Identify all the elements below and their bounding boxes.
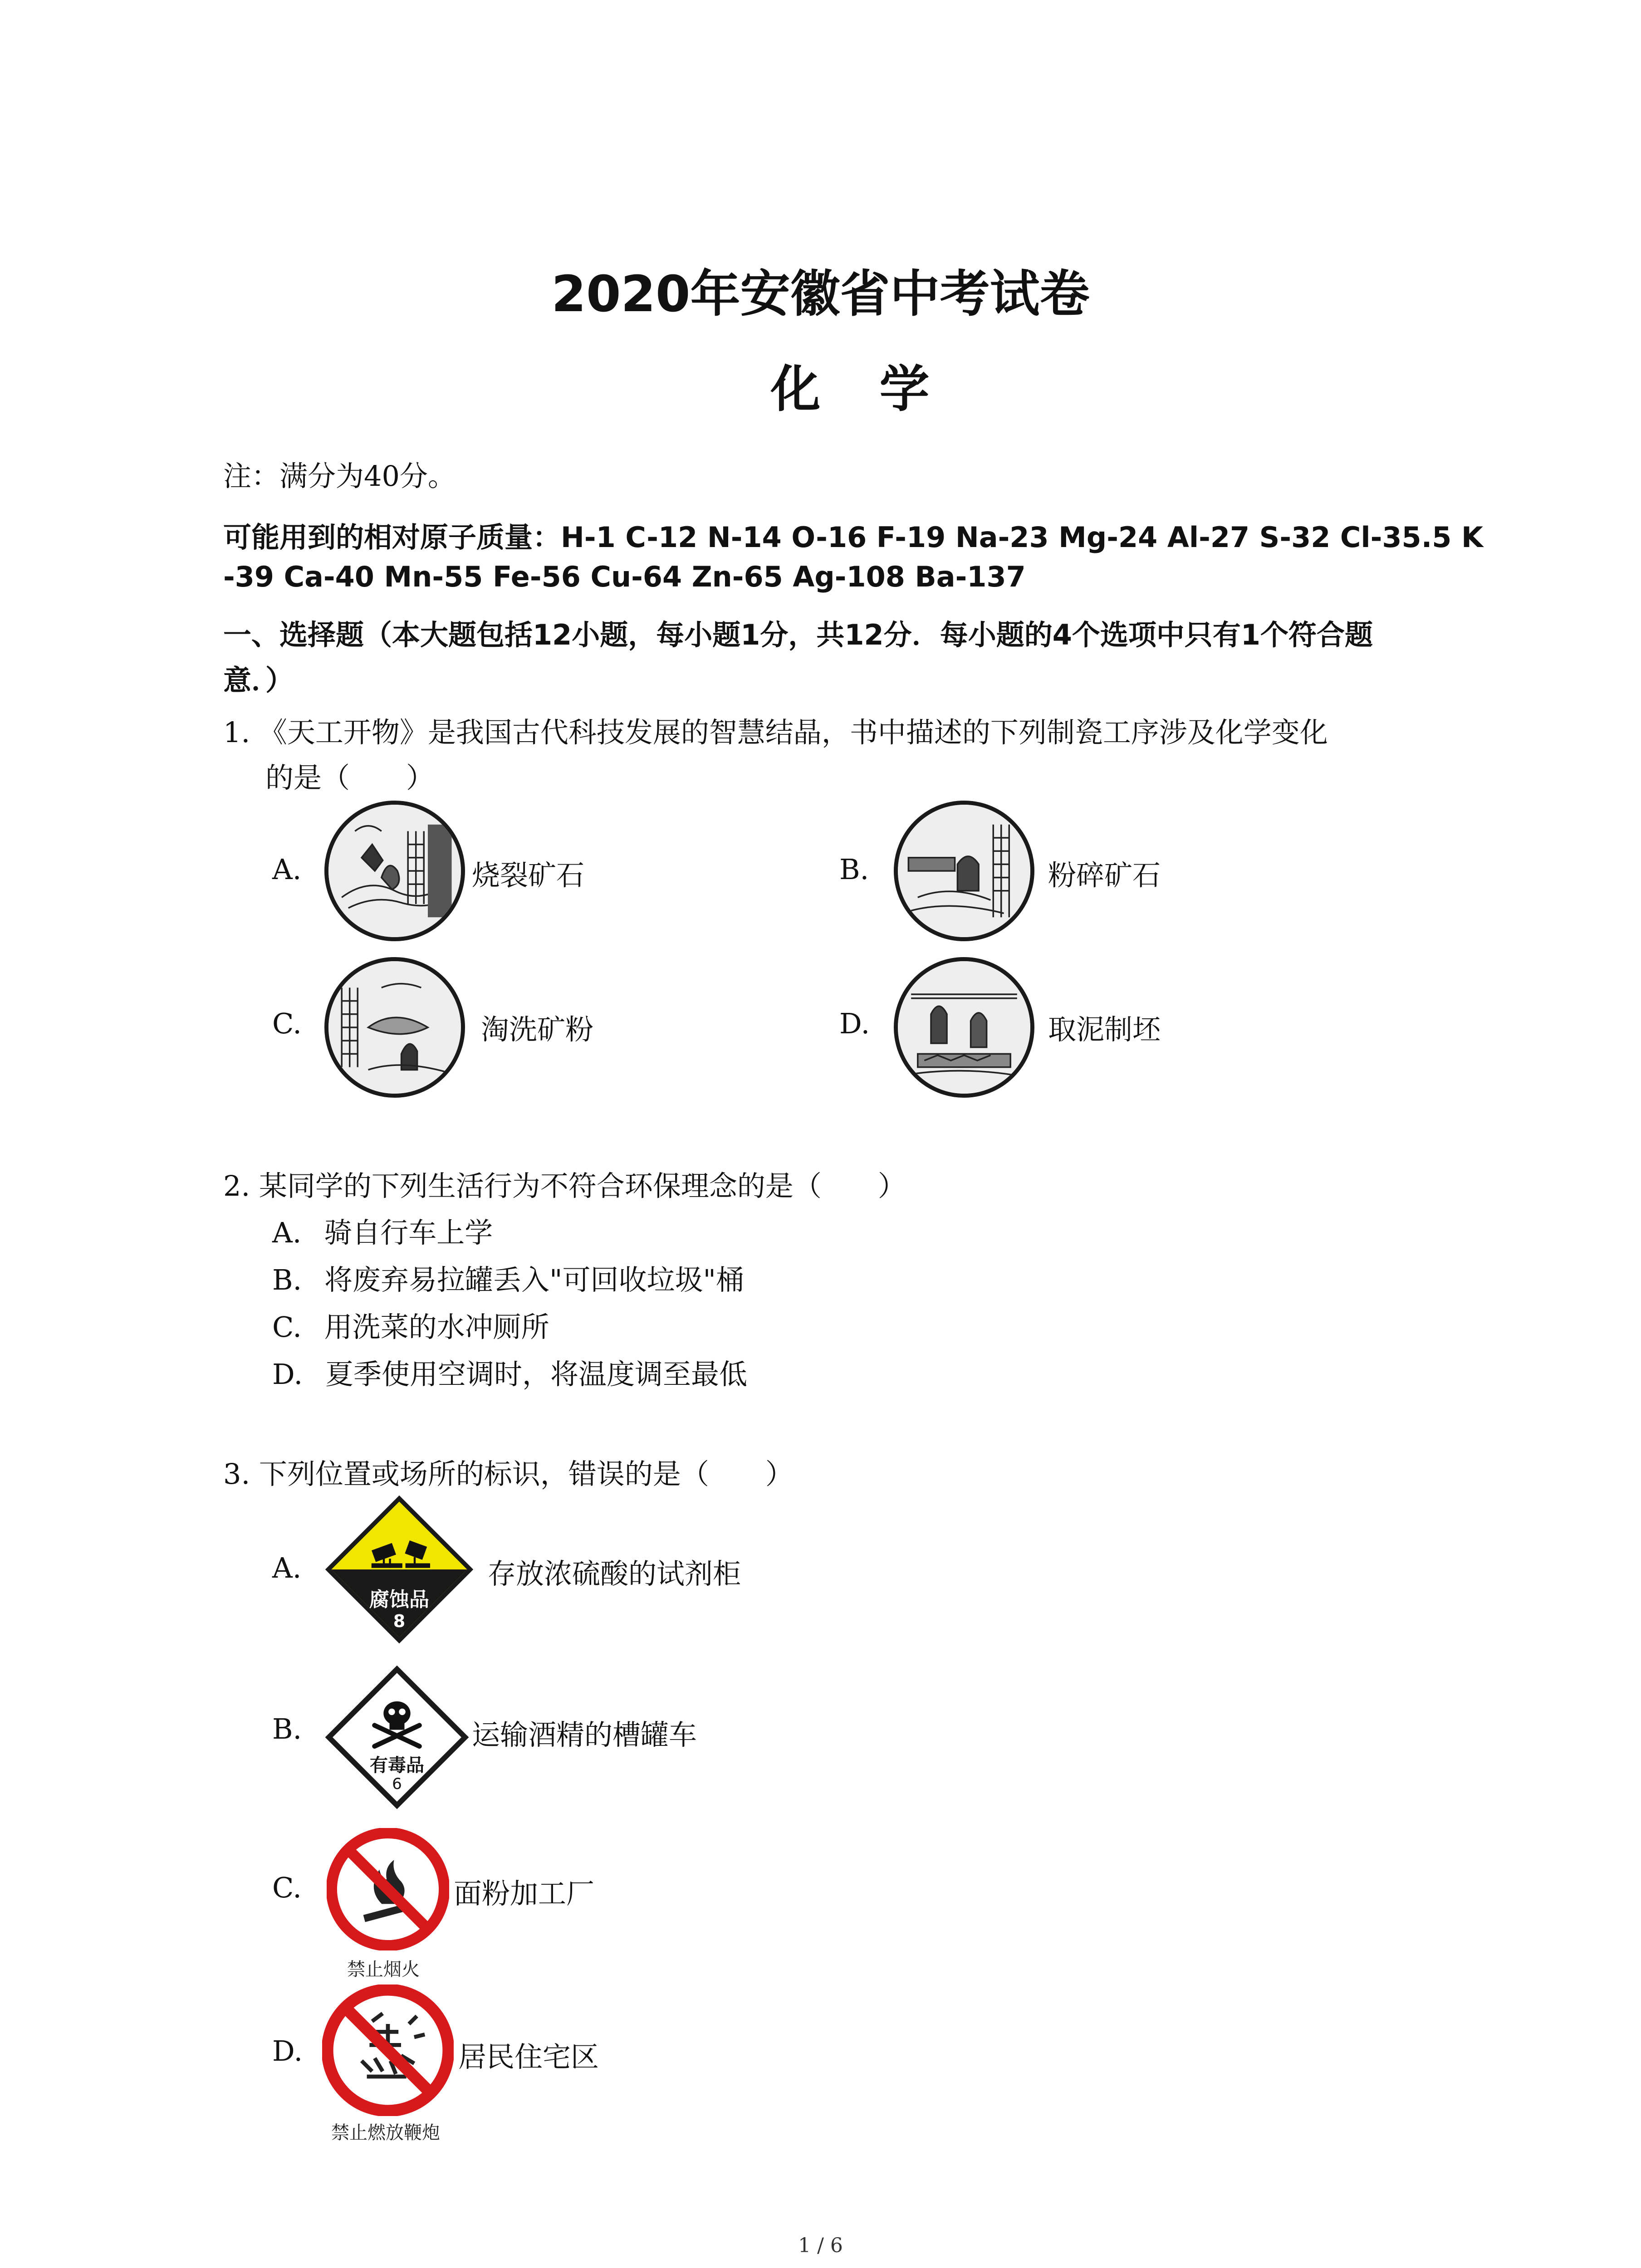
toxic-sign-label: 有毒品 [370,1755,424,1776]
q2-option-d-letter: D. [272,1358,303,1391]
atomic-mass-line-2: -39 Ca-40 Mn-55 Fe-56 Cu-64 Zn-65 Ag-108 Ba-137 [223,560,1026,593]
q2-option-b-letter: B. [272,1263,302,1296]
q2-option-b-text: 将废弃易拉罐丢入"可回收垃圾"桶 [324,1263,745,1296]
no-firecrackers-caption: 禁止燃放鞭炮 [331,2122,440,2143]
etching-illustration-icon [898,805,1030,937]
corrosive-sign-number: 8 [393,1611,406,1631]
q3-option-b-text: 运输酒精的槽罐车 [472,1718,697,1751]
toxic-sign-number: 6 [392,1775,402,1793]
q1-option-c-text: 淘洗矿粉 [481,1013,594,1046]
corrosive-hazard-sign [322,1492,476,1647]
toxic-hazard-sign [322,1662,472,1812]
q1-option-d-etching [894,957,1034,1098]
q2-option-a-text: 骑自行车上学 [324,1216,493,1249]
q3-option-d-text: 居民住宅区 [458,2040,599,2073]
q3-option-b-letter[interactable]: B. [272,1712,302,1745]
etching-illustration-icon [328,805,461,937]
page-number: 1 / 6 [798,2234,843,2257]
q1-option-d-letter[interactable]: D. [839,1007,870,1040]
q2-option-c-text: 用洗菜的水冲厕所 [324,1310,549,1344]
atomic-mass-line-1: 可能用到的相对原子质量：H-1 C-12 N-14 O-16 F-19 Na-23 Mg-24 Al-27 S-32 Cl-35.5 K [223,521,1484,554]
section-heading-line-2: 意．） [223,664,294,697]
subject-title: 化学 [770,360,989,418]
corrosive-sign-label: 腐蚀品 [369,1588,429,1611]
section-heading-line-1: 一、选择题（本大题包括12小题，每小题1分，共12分．每小题的4个选项中只有1个符合题 [223,618,1373,651]
etching-illustration-icon [328,961,461,1094]
exam-title: 2020年安徽省中考试卷 [551,265,1090,323]
q2-option-b[interactable] [272,1257,744,1298]
q2-stem: 2. 某同学的下列生活行为不符合环保理念的是（ ） [223,1169,906,1202]
q2-option-d[interactable] [272,1352,747,1392]
q1-option-d-text: 取泥制坯 [1048,1013,1161,1046]
q2-option-a-letter: A. [272,1216,302,1249]
q3-option-a-text: 存放浓硫酸的试剂柜 [488,1557,741,1590]
no-fire-caption: 禁止烟火 [347,1959,420,1980]
q1-option-a-etching [324,801,465,941]
no-fire-sign [327,1828,449,1950]
q3-option-a-letter[interactable]: A. [272,1551,302,1584]
q3-option-c-letter[interactable]: C. [272,1871,302,1904]
score-note: 注：满分为40分。 [223,459,456,493]
q1-option-a-text: 烧裂矿石 [472,859,585,892]
q2-option-c[interactable] [272,1305,549,1345]
q2-option-c-letter: C. [272,1310,302,1344]
q3-option-c-text: 面粉加工厂 [454,1877,595,1910]
q3-option-d-letter[interactable]: D. [272,2034,303,2068]
q1-stem-line-2: 的是（ ） [265,761,435,794]
q1-option-c-etching [324,957,465,1098]
etching-illustration-icon [898,961,1030,1094]
q1-option-b-text: 粉碎矿石 [1048,859,1161,892]
q1-option-c-letter[interactable]: C. [272,1007,302,1040]
q1-option-a-letter[interactable]: A. [272,853,302,886]
no-firecrackers-sign [322,1984,454,2116]
q1-stem-line-1: 1. 《天工开物》是我国古代科技发展的智慧结晶，书中描述的下列制瓷工序涉及化学变化 [223,716,1328,749]
q2-option-a[interactable] [272,1210,493,1251]
q1-option-b-letter[interactable]: B. [839,853,869,886]
q3-stem: 3. 下列位置或场所的标识，错误的是（ ） [223,1457,794,1491]
q1-option-b-etching [894,801,1034,941]
q2-option-d-text: 夏季使用空调时，将温度调至最低 [325,1358,747,1391]
